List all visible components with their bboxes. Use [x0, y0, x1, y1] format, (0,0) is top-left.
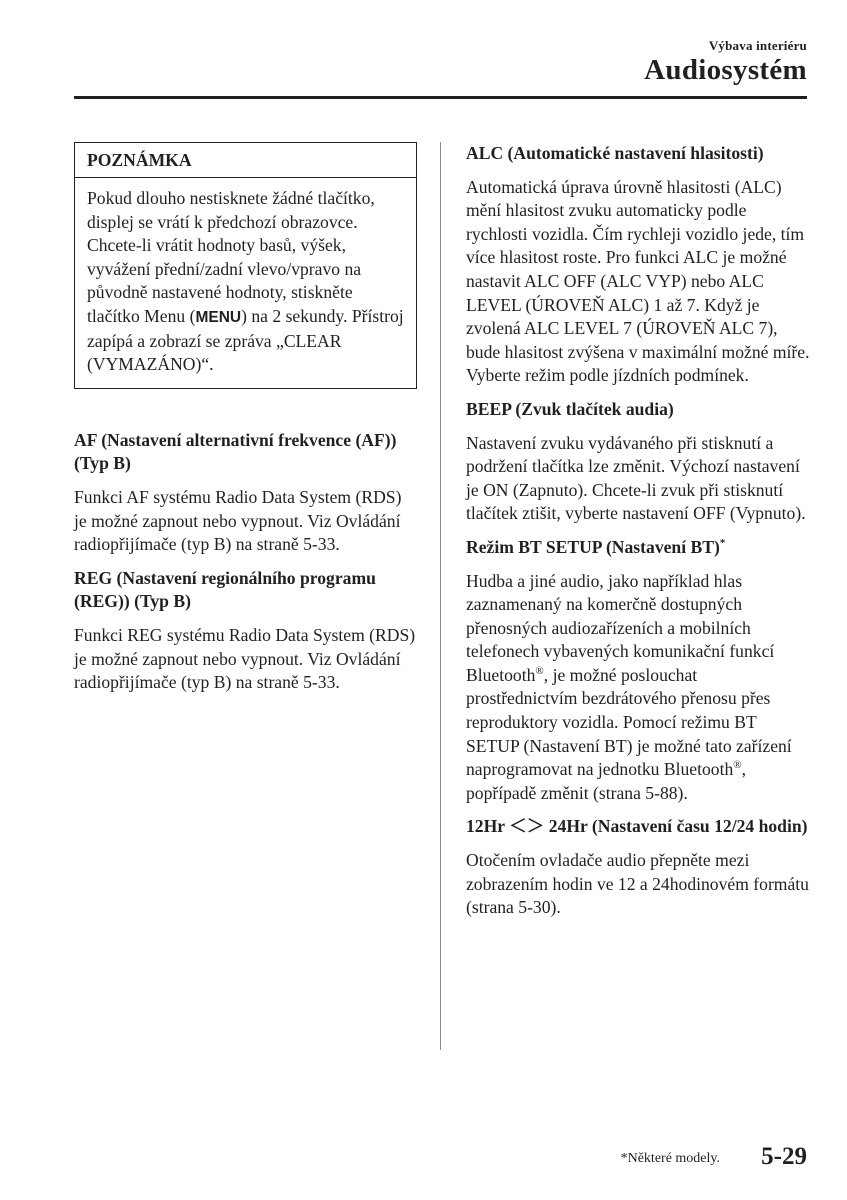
note-text-1: Pokud dlouho nestisknete žádné tlačítko, displej se vrátí k předchozí obrazovce. Chcete-li vrátit hodnoty basů, výšek, vyvážení přední/zadní vlevo/vpravo na původně nastavené hodnoty, stiskněte tlačítko Menu (	[87, 188, 375, 326]
section-text: Automatická úprava úrovně hlasitosti (ALC) mění hlasitost zvuku automaticky podle rychlosti vozidla. Čím rychleji vozidlo jede, tím více hlasitost roste. Pro funkci ALC je možné nastavit ALC OFF (ALC VYP) nebo ALC LEVEL (ÚROVEŇ ALC) 1 až 7. Když je zvolená ALC LEVEL 7 (ÚROVEŇ ALC 7), bude hlasitost zvýšena v maximální možné míře. Vyberte režim podle jízdních podmínek.	[466, 176, 810, 386]
section-alc	[466, 142, 811, 388]
footnote: *Některé modely.	[620, 1151, 720, 1166]
note-box	[74, 142, 417, 389]
note-title: POZNÁMKA	[75, 143, 416, 178]
note-body	[75, 178, 416, 388]
section-heading: REG (Nastavení regionálního programu (REG)) (Typ B)	[74, 567, 376, 612]
section-text: Otočením ovladače audio přepněte mezi zobrazením hodin ve 12 a 24hodinovém formátu (strana 5-30).	[466, 850, 809, 918]
footnote-mark: *	[719, 537, 726, 550]
column-divider	[440, 142, 441, 1050]
section-heading	[466, 536, 811, 560]
page-title: Audiosystém	[644, 54, 807, 86]
section-heading: BEEP (Zvuk tlačítek audia)	[466, 398, 674, 419]
section-bt-setup	[466, 536, 811, 806]
menu-key-label: MENU	[195, 308, 242, 326]
section-af	[74, 429, 417, 557]
note-text-2: ) na 2 sekundy. Přístroj zapípá a zobrazí se zpráva „CLEAR (VYMAZÁNO)“.	[87, 305, 404, 375]
right-column	[466, 142, 811, 930]
header-rule	[74, 96, 807, 99]
section-reg	[74, 567, 417, 695]
bt-text-2: , je možné poslouchat prostřednictvím bezdrátového přenosu přes reproduktory vozidla. Pomocí režimu BT SETUP (Nastavení BT) je možné tato zařízení naprogramovat na jednotku Bluetooth	[466, 664, 792, 780]
left-column	[74, 142, 417, 705]
section-clock-format	[466, 815, 811, 919]
section-heading: ALC (Automatické nastavení hlasitosti)	[466, 143, 764, 163]
header-section-label: Výbava interiéru	[708, 38, 807, 53]
section-text: Funkci AF systému Radio Data System (RDS) je možné zapnout nebo vypnout. Viz Ovládání radiopřijímače (typ B) na straně 5-33.	[74, 486, 402, 555]
registered-mark: ®	[733, 759, 742, 772]
bt-text-1: Hudba a jiné audio, jako například hlas zaznamenaný na komerčně dostupných přenosných audiozařízeních a mobilních telefonech vybavených komunikační funkcí Bluetooth	[466, 570, 775, 685]
section-heading-text: Režim BT SETUP (Nastavení BT)	[466, 536, 720, 557]
page-number: 5-29	[761, 1143, 807, 1170]
section-heading: 12Hr ＜＞ 24Hr (Nastavení času 12/24 hodin)	[466, 816, 808, 837]
section-beep	[466, 398, 811, 526]
section-text	[466, 570, 811, 806]
bt-text-3: , popřípadě změnit (strana 5-88).	[466, 759, 747, 803]
section-heading: AF (Nastavení alternativní frekvence (AF)) (Typ B)	[74, 429, 397, 474]
section-text: Nastavení zvuku vydávaného při stisknutí a podržení tlačítka lze změnit. Výchozí nastavení je ON (Zapnuto). Chcete-li zvuk při stisknutí tlačítek ztišit, vyberte nastavení OFF (Vypnuto).	[466, 432, 806, 524]
section-text: Funkci REG systému Radio Data System (RDS) je možné zapnout nebo vypnout. Viz Ovládání radiopřijímače (typ B) na straně 5-33.	[74, 624, 416, 693]
registered-mark: ®	[535, 665, 544, 678]
